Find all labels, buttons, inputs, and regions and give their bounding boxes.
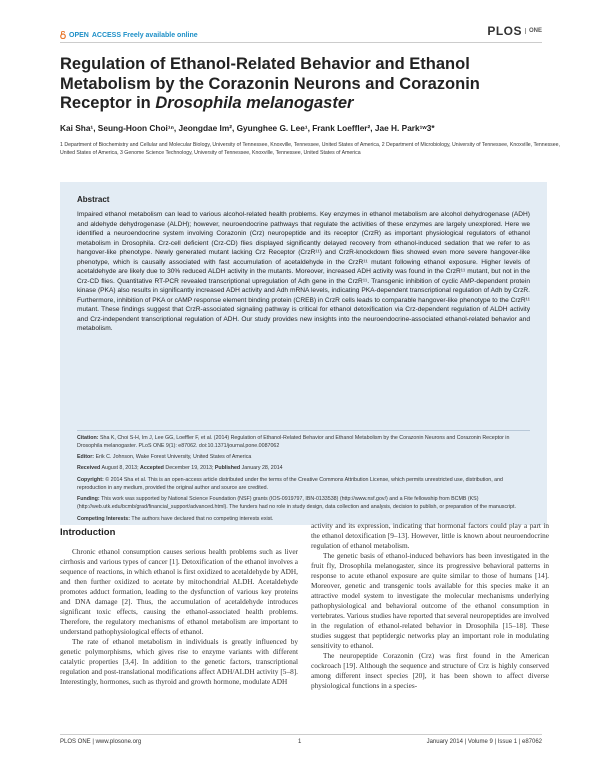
competing-text: The authors have declared that no competing interests exist. xyxy=(131,516,274,522)
paragraph: activity and its expression, indicating that hormonal factors could play a part in the ethanol detoxification [9–13]. However, little is known about neuroendocrine regulation of ethanol metabolism. xyxy=(311,521,549,550)
header-divider xyxy=(60,42,542,43)
editor-text: Erik C. Johnson, Wake Forest University, United States of America xyxy=(95,454,252,460)
paper-title xyxy=(60,55,530,114)
open-access-label: OPEN xyxy=(69,31,89,39)
received-label: Received xyxy=(77,465,101,471)
body-column-left xyxy=(60,547,298,687)
published-date: January 28, 2014 xyxy=(241,465,283,471)
footer-journal: PLOS ONE | www.plosone.org xyxy=(60,739,142,745)
section-heading-introduction: Introduction xyxy=(60,527,116,538)
editor xyxy=(77,454,530,462)
affiliations: 1 Department of Biochemistry and Cellular and Molecular Biology, University of Tennessee, Knoxville, Tennessee, United States of America, 2 Department of Microbiology, University of Tennessee, Knoxville, Tennessee, United States of America, 3 Genome Science Technology, University of Tennessee, Knoxville, Tennessee, United States of America xyxy=(60,142,560,156)
accepted-label: Accepted xyxy=(140,465,164,471)
accepted-date: December 19, 2013; xyxy=(165,465,214,471)
copyright-label: Copyright: xyxy=(77,477,104,483)
body-column-right xyxy=(311,521,549,691)
citation-label: Citation: xyxy=(77,435,99,441)
funding-text: This work was supported by National Science Foundation (NSF) grants (IOS-0919797, IBN-0133538) (http://www.nsf.gov/) and a Fite fellowship from BCMB (KS) (http://web.utk.edu/bcmb/grad/financial_support/advanced.html). The funders had no role in study design, data collection and analysis, decision to publish, or preparation of the manuscript. xyxy=(77,496,516,510)
funding xyxy=(77,496,530,511)
author-list: Kai Sha¹, Seung-Hoon Choi¹ⁿ, Jeongdae Im², Gyunghee G. Lee¹, Frank Loeffler², Jae H. Park¹ʷ3* xyxy=(60,123,435,133)
footer-issue: January 2014 | Volume 9 | Issue 1 | e87062 xyxy=(426,739,542,745)
copyright-text: © 2014 Sha et al. This is an open-access article distributed under the terms of the Creative Commons Attribution License, which permits unrestricted use, distribution, and reproduction in any medium, provided the original author and source are credited. xyxy=(77,477,504,491)
citation xyxy=(77,435,530,450)
journal-brand-suffix: ONE xyxy=(525,28,542,34)
journal-logo xyxy=(487,24,542,38)
received-date: August 8, 2013; xyxy=(101,465,139,471)
open-access-lock-icon xyxy=(60,31,66,39)
paragraph: Chronic ethanol consumption causes serious health problems such as liver cirrhosis and various types of cancer [1]. Detoxification of the ethanol involves a sequence of reactions, in which ethanol is first oxidized to acetaldehyde by ADH, and then further oxidized to acetate by mitochondrial ALDH. Acetaldehyde promotes adduct formation, leading to the dysfunction of various key proteins and DNA damage [2]. Thus, the accumulation of acetaldehyde introduces significant toxic effects, causing the ethanol-associated health problems. Therefore, the regulatory mechanisms of ethanol metabolism are important to understand pathophysiological effects of ethanol. xyxy=(60,547,298,636)
editor-label: Editor: xyxy=(77,454,95,460)
open-access-banner xyxy=(60,31,198,39)
copyright xyxy=(77,477,530,492)
paragraph: The neuropeptide Corazonin (Crz) was first found in the American cockroach [19]. Although the sequence and structure of Crz is highly conserved among different insect species [20], it has been shown to affect diverse physiological functions in a species- xyxy=(311,651,549,690)
paper-title-species: Drosophila melanogaster xyxy=(155,94,354,112)
abstract-text: Impaired ethanol metabolism can lead to various alcohol-related health problems. Key enzymes in ethanol metabolism are alcohol dehydrogenase (ADH) and aldehyde dehydrogenase (ALDH); however, neuroendocrine pathways that regulate the activities of these enzymes are largely unexplored. Here we identified a neuroendocrine system involving Corazonin (Crz) neuropeptide and its receptor (CrzR) as important physiological regulators of ethanol metabolism in Drosophila. Crz-cell deficient (Crz-CD) flies displayed significantly delayed recovery from ethanol-induced sedation that we refer to as hangover-like phenotype. Newly generated mutant lacking Crz Receptor (CrzR¹¹) and CrzR-knockdown flies showed even more severe hangover-like phenotype, which is causally associated with fast accumulation of acetaldehyde in the CrzR¹¹ mutant following ethanol exposure. Higher levels of acetaldehyde are likely due to 30% reduced ALDH activity in the mutants. Moreover, increased ADH activity was found in the CrzR¹¹ mutant, but not in the Crz-CD flies. Quantitative RT-PCR revealed transcriptional upregulation of Adh gene in the CrzR¹¹. Transgenic inhibition of cyclic AMP-dependent protein kinase (PKA) also results in significantly increased ADH activity and Adh mRNA levels, indicating PKA-dependent transcriptional regulation of Adh by CrzR. Furthermore, inhibition of PKA or cAMP response element binding protein (CREB) in CrzR cells leads to comparable hangover-like phenotype to the CrzR¹¹ mutant. These findings suggest that CrzR-associated signaling pathway is critical for ethanol detoxification via Crz-dependent regulation of ALDH activity and Crz-independent transcriptional regulation of ADH. Our study provides new insights into the neuroendocrine-associated ethanol-related behavior and metabolism. xyxy=(77,211,530,332)
published-label: Published xyxy=(214,465,241,471)
funding-label: Funding: xyxy=(77,496,100,502)
journal-brand: PLOS xyxy=(487,24,522,38)
abstract-heading: Abstract xyxy=(77,195,110,204)
dates xyxy=(77,465,530,473)
citation-text: Sha K, Choi S-H, Im J, Lee GG, Loeffler F, et al. (2014) Regulation of Ethanol-Related Behavior and Ethanol Metabolism by the Corazonin Neurons and Corazonin Receptor in Drosophila melanogaster. PLoS ONE 9(1): e87062. doi:10.1371/journal.pone.0087062 xyxy=(77,435,510,449)
open-access-suffix: ACCESS Freely available online xyxy=(91,31,198,39)
paper-title-main: Regulation of Ethanol-Related Behavior and Ethanol Metabolism by the Corazonin Neurons and Corazonin Receptor in xyxy=(60,55,480,112)
paragraph: The genetic basis of ethanol-induced behaviors has been investigated in the fruit fly, Drosophila melanogaster, since its progressive behavioral patterns in response to acute ethanol exposure are quite similar to those of humans [14]. Moreover, genetic and transgenic tools available for this species make it an attractive model system to investigate the molecular mechanisms underlying pathophysiological and behavioral outcome of the ethanol consumption in vertebrates. Various studies have reported that several neuropeptides are involved in the regulation of ethanol-related behavior in Drosophila [15–18]. These studies suggest that peptidergic networks play an important role in modulating sensitivity to ethanol. xyxy=(311,551,549,650)
footer-divider xyxy=(60,734,542,735)
page-number: 1 xyxy=(298,739,302,745)
abstract-divider xyxy=(77,430,530,431)
competing-label: Competing Interests: xyxy=(77,516,130,522)
paragraph: The rate of ethanol metabolism in individuals is greatly influenced by genetic polymorphisms, which gives rise to enzyme variants with different catalytic properties [3,4]. In addition to the genetic factors, transcriptional regulation and post-translational modifications affect ADH/ALDH activity [5–8]. Interestingly, hormones, such as thyroid and growth hormone, modulate ADH xyxy=(60,637,298,686)
